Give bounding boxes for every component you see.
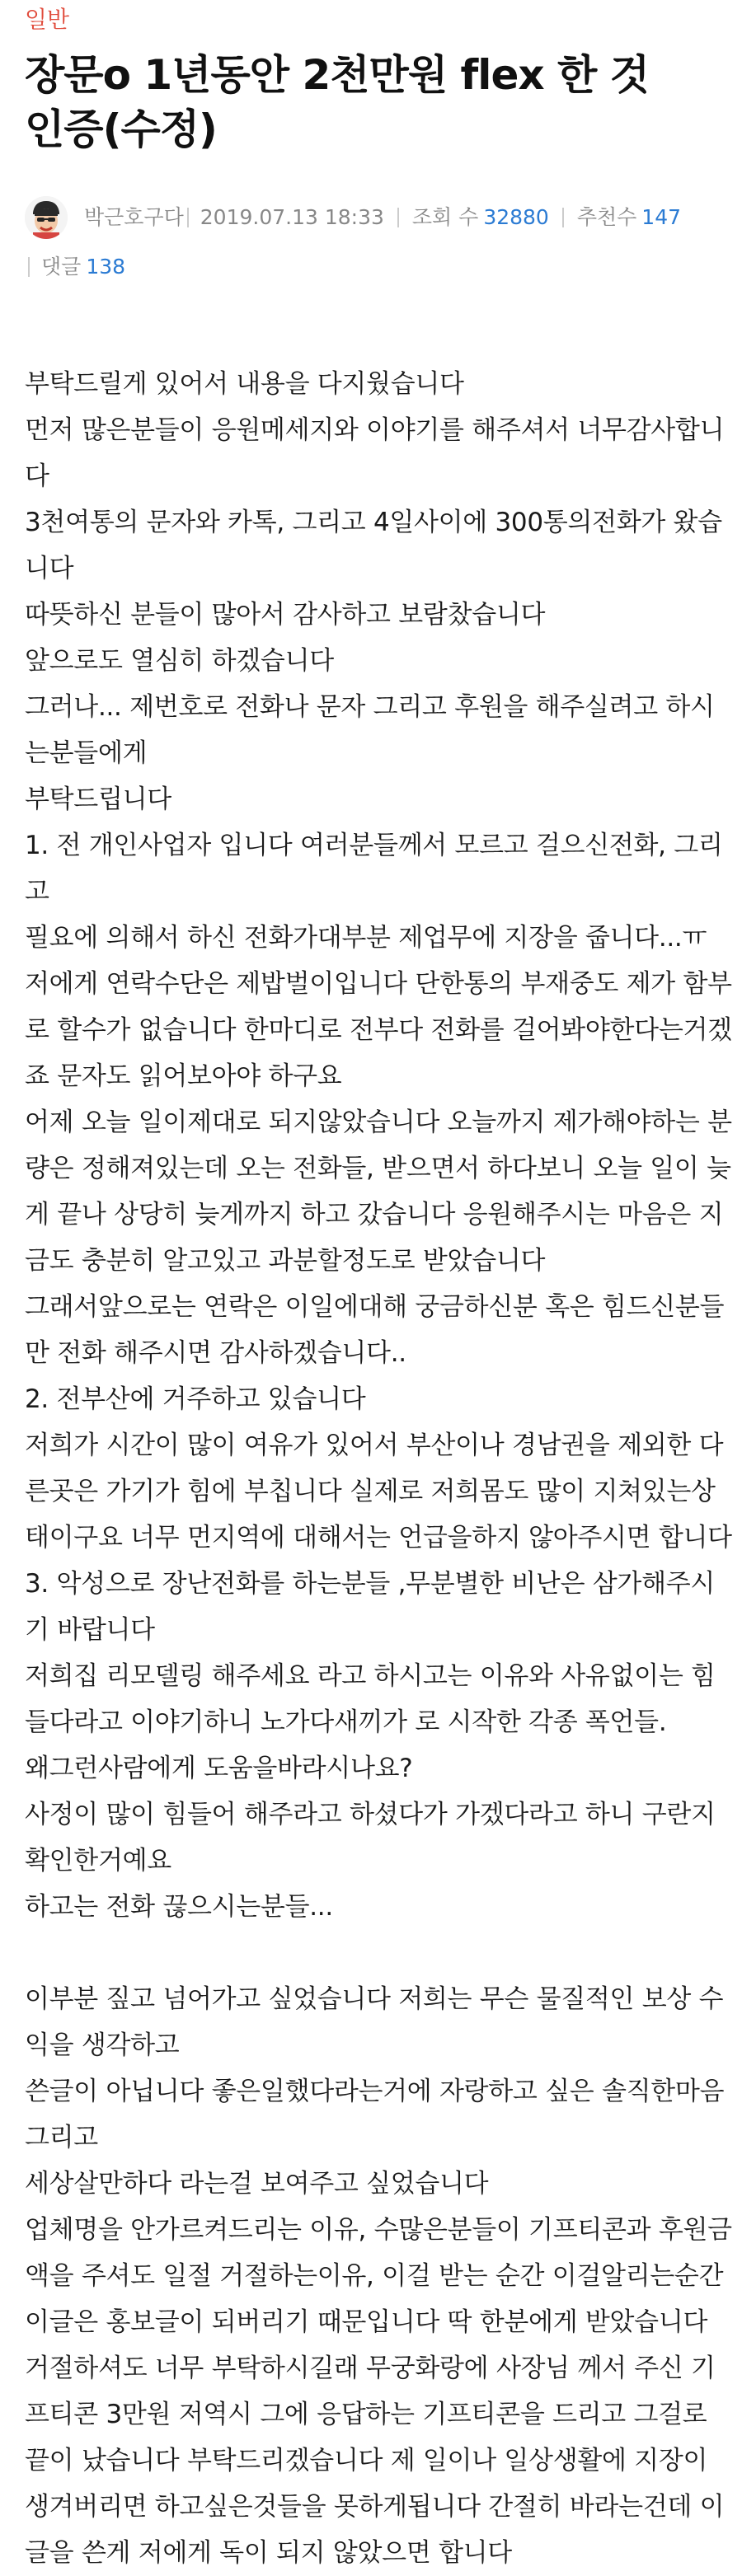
meta-row-1: [25, 193, 726, 242]
body-line: 글을 쓴게 저에게 독이 되지 않았으면 합니다: [25, 2538, 512, 2568]
body-line: 왜그런사람에게 도움을바라시나요?: [25, 1754, 413, 1783]
post-category[interactable]: 일반: [25, 6, 70, 33]
body-line: 저희집 리모델링 해주세요 라고 하시고는 이유와 사유없이는 힘: [25, 1661, 716, 1691]
body-line: 고: [25, 877, 49, 906]
body-line: 쓴글이 아닙니다 좋은일했다라는거에 자랑하고 싶은 솔직한마음: [25, 2077, 725, 2106]
body-line: 저에게 연락수단은 제밥벌이입니다 단한통의 부재중도 제가 함부: [25, 969, 732, 999]
body-line: 2. 전부산에 거주하고 있습니다: [25, 1384, 366, 1414]
body-line: 부탁드릴게 있어서 내용을 다지웠습니다: [25, 369, 464, 399]
body-line: 이부분 짚고 넘어가고 싶었습니다 저희는 무슨 물질적인 보상 수: [25, 1984, 724, 2014]
body-line: 거절하셔도 너무 부탁하시길래 무궁화랑에 사장님 께서 주신 기: [25, 2354, 716, 2383]
body-line: 량은 정해져있는데 오는 전화들, 받으면서 하다보니 오늘 일이 늦: [25, 1154, 731, 1183]
post-title-line-1: 장문o 1년동안 2천만원 flex 한 것: [25, 51, 650, 99]
body-line: 세상살만하다 라는걸 보여주고 싶었습니다: [25, 2169, 489, 2199]
body-line: 1. 전 개인사업자 입니다 여러분들께서 모르고 걸으신전화, 그리: [25, 831, 723, 860]
views-count: 32880: [483, 205, 549, 229]
body-line: 액을 주셔도 일절 거절하는이유, 이걸 받는 순간 이걸알리는순간: [25, 2261, 724, 2291]
avatar[interactable]: [25, 196, 68, 239]
body-line: 그래서앞으로는 연락은 이일에대해 궁금하신분 혹은 힘드신분들: [25, 1292, 725, 1322]
post-date: 2019.07.13 18:33: [200, 205, 384, 229]
body-line: 그리고: [25, 2123, 98, 2152]
body-line: 만 전화 해주시면 감사하겠습니다..: [25, 1338, 406, 1368]
body-line: 죠 문자도 읽어보아야 하구요: [25, 1061, 342, 1091]
post-body: [25, 361, 732, 2576]
body-line: 끝이 났습니다 부탁드리겠습니다 제 일이나 일상생활에 지장이: [25, 2446, 708, 2475]
body-line: 사정이 많이 힘들어 해주라고 하셨다가 가겠다라고 하니 구란지: [25, 1800, 716, 1829]
body-line: 익을 생각하고: [25, 2030, 180, 2060]
recommend-count: 147: [641, 205, 682, 229]
body-line: 로 할수가 없습니다 한마디로 전부다 전화를 걸어봐야한다는거겠: [25, 1015, 732, 1045]
body-line: 저희가 시간이 많이 여유가 있어서 부산이나 경남권을 제외한 다: [25, 1431, 724, 1460]
body-line: 들다라고 이야기하니 노가다새끼가 로 시작한 각종 폭언들.: [25, 1707, 667, 1737]
body-line: 프티콘 3만원 저역시 그에 응답하는 기프티콘을 드리고 그걸로: [25, 2400, 707, 2429]
meta-divider: [187, 208, 189, 227]
body-line: 3천여통의 문자와 카톡, 그리고 4일사이에 300통의전화가 왔습: [25, 508, 722, 537]
body-line: 필요에 의해서 하신 전화가대부분 제업무에 지장을 줍니다...ㅠ: [25, 923, 707, 953]
body-line: 먼저 많은분들이 응원메세지와 이야기를 해주셔서 너무감사합니: [25, 415, 725, 445]
body-line: 니다: [25, 554, 74, 583]
body-line: 부탁드립니다: [25, 785, 171, 814]
body-blank-line: [25, 1930, 726, 1976]
body-line: 3. 악성으로 장난전화를 하는분들 ,무분별한 비난은 삼가해주시: [25, 1569, 716, 1599]
body-line: 게 끝나 상당히 늦게까지 하고 갔습니다 응원해주시는 마음은 지: [25, 1200, 724, 1229]
body-line: 기 바랍니다: [25, 1615, 155, 1645]
body-line: 따뜻하신 분들이 많아서 감사하고 보람찼습니다: [25, 600, 546, 630]
body-line: 업체명을 안가르켜드리는 이유, 수많은분들이 기프티콘과 후원금: [25, 2215, 732, 2245]
body-line: 금도 충분히 알고있고 과분할정도로 받았습니다: [25, 1246, 546, 1276]
meta-divider: [397, 208, 399, 227]
meta-row-2: [25, 246, 726, 288]
avatar-face-icon: [25, 196, 68, 239]
post-title-line-2: 인증(수정): [25, 105, 217, 153]
body-line: 다: [25, 461, 49, 491]
recommend-label: 추천수: [576, 205, 637, 229]
body-line: 생겨버리면 하고싶은것들을 못하게됩니다 간절히 바라는건데 이: [25, 2492, 725, 2522]
post-title: [25, 48, 717, 157]
body-line: 그러나... 제번호로 전화나 문자 그리고 후원을 해주실려고 하시: [25, 692, 715, 722]
body-line: 어제 오늘 일이제대로 되지않았습니다 오늘까지 제가해야하는 분: [25, 1108, 732, 1137]
body-line: 이글은 홍보글이 되버리기 때문입니다 딱 한분에게 받았습니다: [25, 2307, 708, 2337]
views-label: 조회 수: [411, 205, 479, 229]
comments-label[interactable]: 댓글: [41, 255, 82, 279]
body-line: 하고는 전화 끊으시는분들...: [25, 1892, 333, 1922]
body-line: 앞으로도 열심히 하겠습니다: [25, 646, 334, 676]
meta-divider: [28, 257, 30, 277]
meta-divider: [562, 208, 564, 227]
body-line: 는분들에게: [25, 738, 148, 768]
body-line: 확인한거예요: [25, 1846, 171, 1876]
post-meta: [25, 193, 726, 288]
body-line: 태이구요 너무 먼지역에 대해서는 언급을하지 않아주시면 합니다: [25, 1523, 732, 1553]
comments-count[interactable]: 138: [86, 255, 126, 279]
body-line: 른곳은 가기가 힘에 부칩니다 실제로 저희몸도 많이 지쳐있는상: [25, 1477, 716, 1506]
author-name[interactable]: 박근호구다: [84, 205, 184, 229]
